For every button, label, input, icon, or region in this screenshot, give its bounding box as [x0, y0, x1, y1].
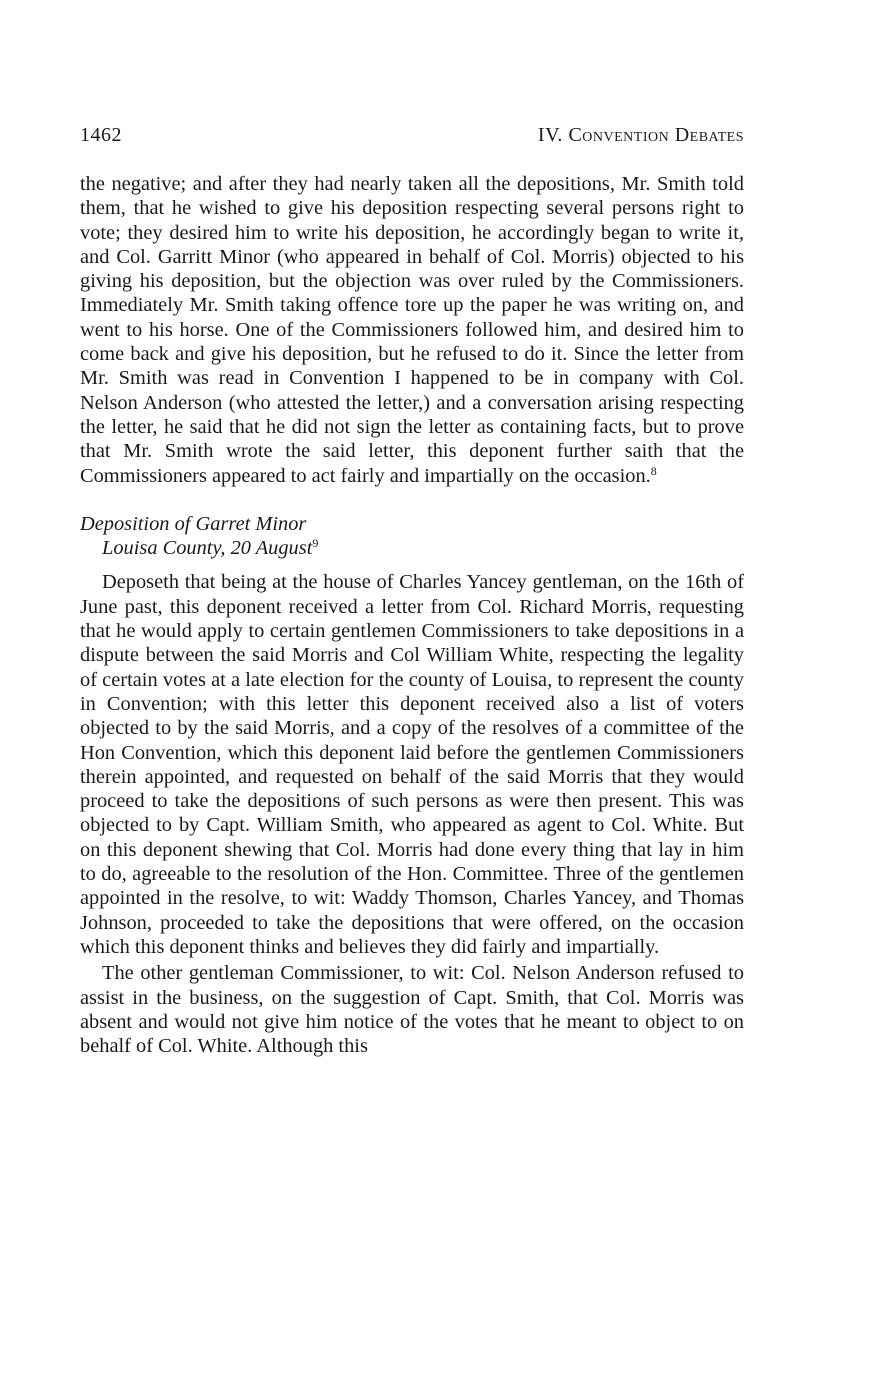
- section-heading: Deposition of Garret Minor: [80, 512, 307, 535]
- running-head: [538, 124, 744, 147]
- paragraph-continued-text: the negative; and after they had nearly taken all the depositions, Mr. Smith told them, that he wished to give his deposition respecting several persons right to vote; they desired him to write his deposition, he accordingly began to write it, and Col. Garritt Minor (who appeared in behalf of Col. Morris) objected to his giving his deposition, but the objection was over ruled by the Commissioners. Immediately Mr. Smith taking offence tore up the paper he was writing on, and went to his horse. One of the Commissioners followed him, and desired him to come back and give his deposition, but he refused to do it. Since the letter from Mr. Smith was read in Convention I happened to be in company with Col. Nelson Anderson (who attested the letter,) and a conversation arising respecting the letter, he said that he did not sign the letter as containing facts, but to prove that Mr. Smith wrote the said letter, this deponent further saith that the Commissioners appeared to act fairly and impartially on the occasion.: [80, 173, 744, 487]
- page-number: 1462: [80, 124, 122, 146]
- body-text: [80, 172, 744, 1058]
- page-header: [80, 124, 744, 152]
- deposition-paragraph-1: Deposeth that being at the house of Charles Yancey gentleman, on the 16th of June past, this deponent received a letter from Col. Richard Morris, requesting that he would apply to certain gentlemen Commissioners to take depositions in a dispute between the said Morris and Col William White, respecting the legality of certain votes at a late election for the county of Louisa, to represent the county in Convention; with this letter this deponent received also a list of voters objected to by the said Morris, and a copy of the resolves of a committee of the Hon Convention, which this deponent laid before the gentlemen Commissioners therein appointed, and requested on behalf of the said Morris that they would proceed to take the depositions of such persons as were then present. This was objected to by Capt. William Smith, who appeared as agent to Col. White. But on this deponent shewing that Col. Morris had done every thing that lay in him to do, agreeable to the resolution of the Hon. Committee. Three of the gentlemen appointed in the resolve, to wit: Waddy Thomson, Charles Yancey, and Thomas Johnson, proceeded to take the depositions that were offered, on the occasion which this deponent thinks and believes they did fairly and impartially.: [80, 571, 744, 958]
- paragraph-continued: [80, 172, 744, 488]
- running-head-part: IV.: [537, 124, 563, 146]
- footnote-ref-8: 8: [650, 463, 657, 478]
- footnote-ref-9: 9: [312, 536, 319, 551]
- section-subheading-text: Louisa County, 20 August: [102, 537, 313, 560]
- deposition-paragraph-2: The other gentleman Commissioner, to wit: Col. Nelson Anderson refused to assist in the business, on the suggestion of Capt. Smith, that Col. Morris was absent and would not give him notice of the votes that he meant to object to on behalf of Col. White. Although this: [80, 962, 744, 1058]
- running-head-title: Convention Debates: [568, 124, 744, 146]
- section-subheading: [80, 536, 744, 560]
